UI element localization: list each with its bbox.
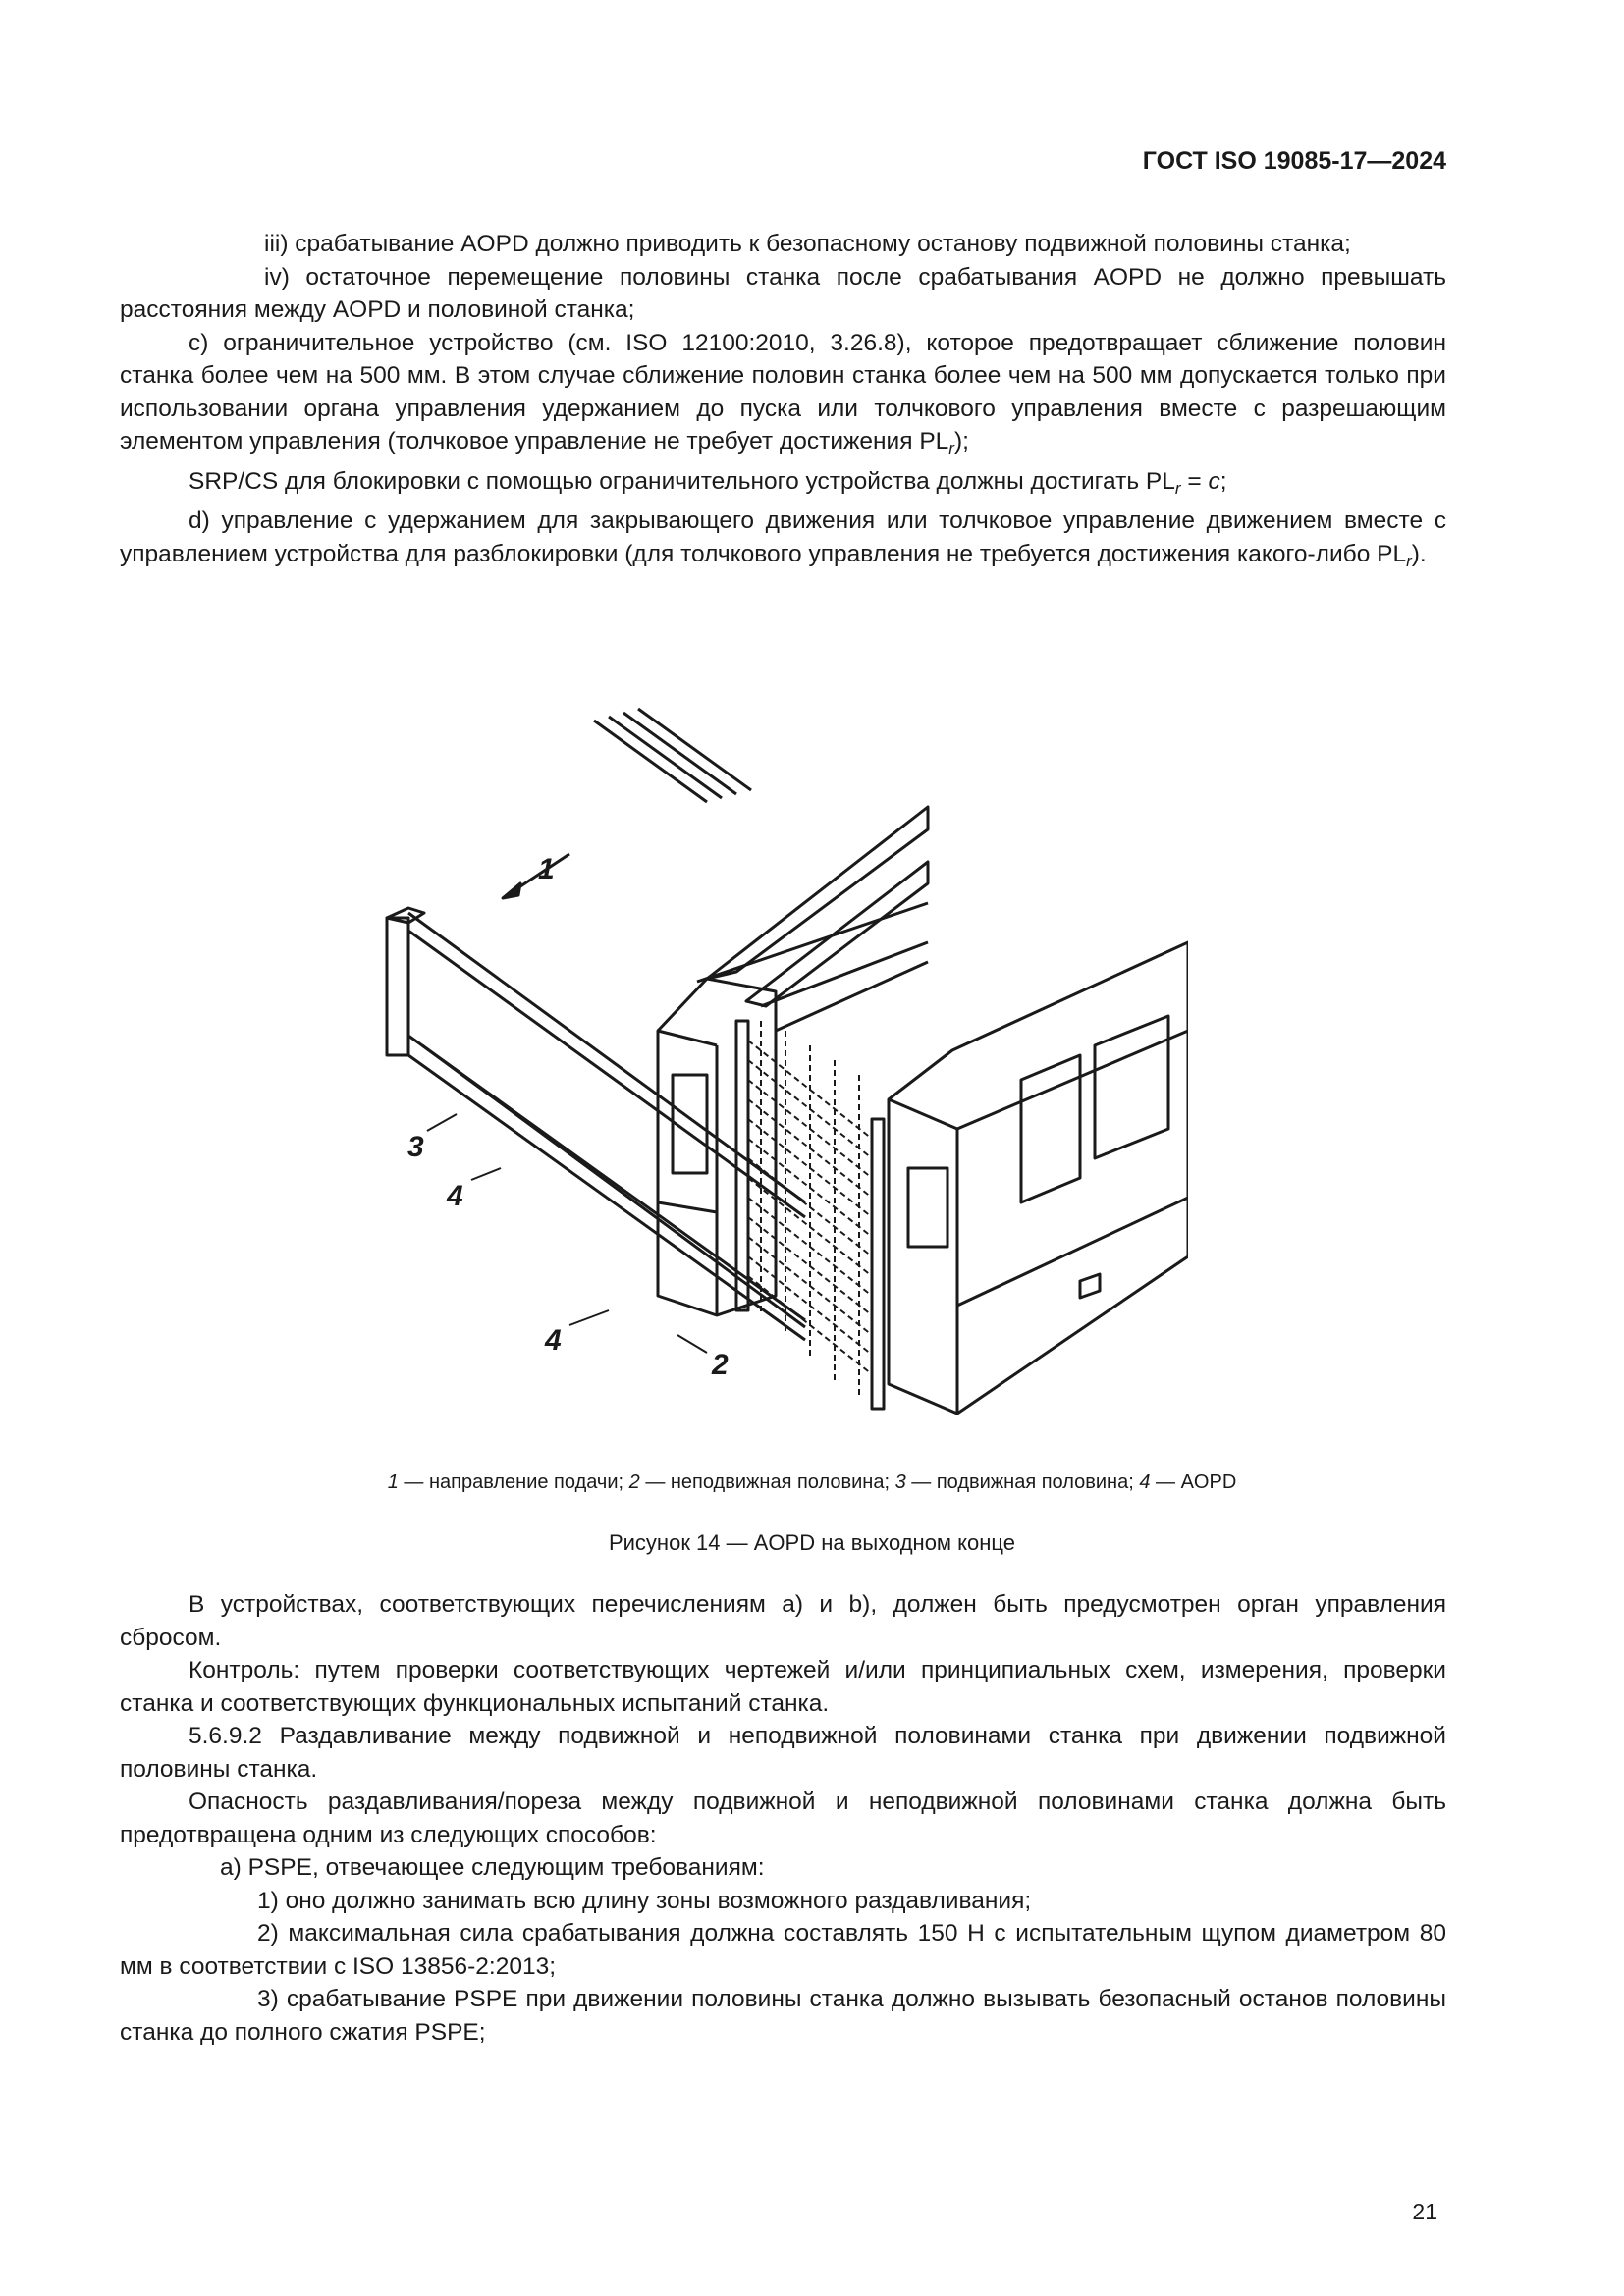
figure-legend: 1 — направление подачи; 2 — неподвижная половина; 3 — подвижная половина; 4 — AOPD [387, 1471, 1237, 1493]
paragraph-item-3: 3) срабатывание PSPE при движении половины станка должно вызывать безопасный останов половины станка до полного сжатия PSPE; [120, 1986, 1446, 2046]
fixed-half [889, 942, 1188, 1414]
document-header: ГОСТ ISO 19085-17—2024 [1142, 147, 1446, 175]
fixed-half-edge [889, 1099, 957, 1129]
machine-figure [373, 707, 1188, 1463]
paragraph-reset-control: В устройствах, соответствующих перечислениям а) и b), должен быть предусмотрен орган управления сбросом. [120, 1591, 1446, 1651]
paragraph-item-1: 1) оно должно занимать всю длину зоны возможного раздавливания; [257, 1887, 1032, 1914]
paragraph-item-a: а) PSPE, отвечающее следующим требованиям: [220, 1854, 765, 1881]
aopd-bar-right [872, 1119, 884, 1409]
callout-leader-4a [471, 1168, 501, 1180]
page-number: 21 [1412, 2199, 1437, 2224]
feed-direction-arrowhead [503, 883, 520, 898]
paragraph-section-5692: 5.6.9.2 Раздавливание между подвижной и неподвижной половинами станка при движении подвижной половины станка. [120, 1723, 1446, 1783]
paragraph-item-iii: iii) срабатывание AOPD должно приводить к безопасному останову подвижной половины станка; [264, 231, 1351, 257]
fixed-half-edge [957, 1031, 1188, 1129]
guide-bar-bottom [408, 931, 805, 1217]
left-frame-post [387, 918, 408, 1055]
bottom-text-block [120, 1588, 1446, 2049]
paragraph-hazard: Опасность раздавливания/пореза между подвижной и неподвижной половинами станка должна быть предотвращена одним из следующих способов: [120, 1789, 1446, 1848]
moving-half-line [658, 1202, 717, 1212]
guide-bar-top [408, 913, 805, 1202]
callout-2: 2 [712, 1349, 729, 1381]
paragraph-item-c: с) ограничительное устройство (см. ISO 12100:2010, 3.26.8), которое предотвращает сближение половин станка более чем на 500 мм. В этом случае сближение половин станка более чем на 500 мм допускается только при использовании органа управления удержанием до пуска или толчкового управления вместе с разрешающим элементом управления (толчковое управление не требует достижения $PL_r$); [120, 329, 1446, 457]
upper-beam-top [707, 807, 928, 979]
moving-half-edge [658, 1031, 717, 1045]
callout-4b: 4 [545, 1324, 562, 1357]
callout-leader-2 [677, 1335, 707, 1353]
paragraph-item-2: 2) максимальная сила срабатывания должна составлять 150 Н с испытательным щупом диаметром 80 мм в соответствии с ISO 13856-2:2013; [120, 1920, 1446, 1980]
paragraph-verification: Контроль: путем проверки соответствующих чертежей и/или принципиальных схем, измерения, проверки станка и соответствующих функциональных испытаний станка. [120, 1657, 1446, 1717]
paragraph-srp-cs: SRP/CS для блокировки с помощью ограничительного устройства должны достигать $PL_r = c$; [189, 467, 1227, 498]
fixed-half-panel-small [908, 1168, 947, 1247]
fixed-half-panel [1095, 1016, 1168, 1158]
callout-4a: 4 [447, 1180, 463, 1212]
callout-leader-4b [569, 1310, 609, 1325]
callout-1: 1 [538, 853, 555, 885]
fixed-half-panel [1021, 1055, 1080, 1202]
callout-leader-3 [427, 1114, 457, 1131]
paragraph-item-iv: iv) остаточное перемещение половины станка после срабатывания AOPD не должно превышать расстояния между AOPD и половиной станка; [120, 263, 1446, 323]
paragraph-item-d: d) управление с удержанием для закрывающего движения или толчковое управление движением вместе с управлением устройства для разблокировки (для толчкового управления не требуется достижения какого-либо $PL_r$). [120, 507, 1446, 570]
aopd-bar-left [736, 1021, 748, 1310]
figure-caption: Рисунок 14 — AOPD на выходном конце [608, 1530, 1016, 1555]
fixed-half-line [957, 1198, 1188, 1306]
callout-3: 3 [407, 1131, 424, 1163]
fixed-half-foot [1080, 1274, 1100, 1298]
guide-bar-lower-bottom [408, 1055, 805, 1340]
top-text-block [120, 228, 1446, 577]
